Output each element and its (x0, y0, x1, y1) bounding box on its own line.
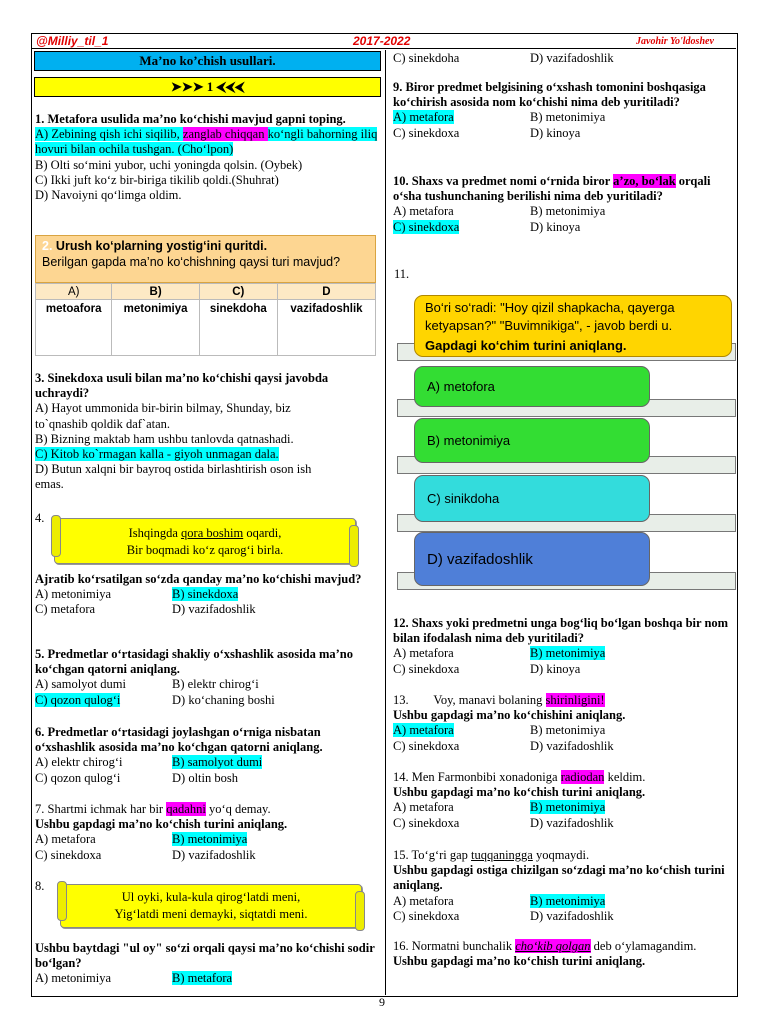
q5-title: 5. Predmetlar o‘rtasidagi shakliy o‘xshashlik asosida ma’no ko‘chgan qatorni aniqlang. (35, 647, 353, 677)
q8-option-b[interactable]: B) metafora (172, 971, 233, 986)
q2-subtitle: Berilgan gapda ma’no ko‘chishning qaysi turi mavjud? (42, 255, 341, 269)
question-8-continued (393, 51, 733, 66)
header-rule (31, 48, 736, 49)
question-15 (393, 848, 733, 924)
q1-option-c[interactable]: C) Ikki juft ko‘z bir-biriga tikilib qoldi.(Shuhrat) (35, 172, 279, 187)
q3-option-d[interactable]: D) Butun xalqni bir bayroq ostida birlashtirish oson ish emas. (35, 462, 312, 492)
q11-question: Gapdagi ko‘chim turini aniqlang. (425, 338, 627, 353)
q8-poem-line-2: Yig‘latdi meni demayki, siqtatdi meni. (114, 907, 308, 921)
q5-option-c[interactable]: C) qozon qulog‘i (35, 692, 121, 707)
q10-option-a[interactable]: A) metafora (393, 204, 454, 219)
question-14 (393, 770, 733, 831)
q11-text: Bo‘ri so‘radi: "Hoy qizil shapkacha, qayerga ketyapsan?" "Buvimnikiga", - javob berdi u. (425, 300, 675, 333)
q4-poem-scroll (54, 518, 356, 564)
q10-title: 10. Shaxs va predmet nomi o‘rnida biror a’zo, bo‘lak orqali o‘sha tushunchaning berilishi nima deb yuritiladi? (393, 174, 711, 204)
q9-option-a[interactable]: A) metafora (393, 110, 454, 125)
q12-option-b[interactable]: B) metonimiya (530, 646, 606, 661)
q8-option-d[interactable]: D) vazifadoshlik (530, 51, 614, 65)
q5-option-d[interactable]: D) ko‘chaning boshi (172, 692, 275, 707)
question-12 (393, 616, 733, 677)
q2-header-d: D (277, 284, 375, 300)
q2-option-a[interactable]: metoaforа (36, 300, 112, 356)
q10-option-b[interactable]: B) metonimiya (530, 204, 606, 219)
q9-option-b[interactable]: B) metonimiya (530, 110, 606, 125)
q8-number: 8. (35, 879, 45, 893)
q1-title: 1. Metafora usulida ma’no ko‘chishi mavjud gapni toping. (35, 112, 346, 126)
q4-poem-line-1: Ishqingda qora boshim oqardi, (128, 526, 282, 540)
question-7 (35, 802, 380, 863)
q2-number: 2. (42, 239, 53, 253)
question-4 (35, 572, 380, 618)
q1-option-d[interactable]: D) Navoiyni qo‘limga oldim. (35, 188, 182, 203)
q6-title: 6. Predmetlar o‘rtasidagi joylashgan o‘rniga nisbatan o‘xshashlik asosida ma’no ko‘chgan qatorni aniqlang. (35, 725, 323, 755)
question-10 (393, 174, 733, 235)
question-5 (35, 647, 380, 708)
q12-option-d[interactable]: D) kinoya (530, 661, 581, 676)
q1-option-b[interactable]: B) Olti so‘mini yubor, uchi yoningda qolsin. (Oybek) (35, 157, 303, 172)
q2-options-table (35, 283, 376, 356)
column-divider (385, 50, 386, 995)
q6-option-d[interactable]: D) oltin bosh (172, 770, 238, 785)
question-3 (35, 371, 380, 493)
q4-poem-line-2: Bir boqmadi ko‘z qarog‘i birla. (126, 543, 284, 557)
q15-title: Ushbu gapdagi ostiga chizilgan so‘zdagi ma’no ko‘chish turini aniqlang. (393, 863, 725, 893)
q2-option-c[interactable]: sinekdoha (199, 300, 277, 356)
q12-option-a[interactable]: A) metafora (393, 646, 454, 661)
q4-option-d[interactable]: D) vazifadoshlik (172, 602, 256, 617)
q7-option-c[interactable]: C) sinekdoxa (35, 847, 102, 862)
q14-title: Ushbu gapdagi ma’no ko‘chish turini aniqlang. (393, 785, 646, 800)
q12-option-c[interactable]: C) sinekdoxa (393, 661, 460, 676)
q7-option-a[interactable]: A) metafora (35, 832, 96, 847)
q10-option-c[interactable]: C) sinekdoxa (393, 219, 460, 234)
page-number: 9 (379, 995, 385, 1009)
question-1 (35, 112, 380, 203)
q3-option-a[interactable]: A) Hayot ummonida bir-birin bilmay, Shunday, biz to`qnashib qoldik daf`atan. (35, 401, 291, 431)
q7-option-d[interactable]: D) vazifadoshlik (172, 847, 256, 862)
q14-sentence: 14. Men Farmonbibi xonadoniga radiodan keldim. (393, 770, 646, 784)
q14-option-d[interactable]: D) vazifadoshlik (530, 815, 614, 830)
question-6 (35, 725, 380, 786)
q16-sentence: 16. Normatni bunchalik cho‘kib qolgan deb o‘ylamagandim. (393, 939, 697, 953)
q4-option-a[interactable]: A) metonimiya (35, 587, 112, 602)
q11-number: 11. (394, 267, 410, 281)
section-title: Ma’no ko’chish usullari. (34, 51, 381, 71)
q11-option-a[interactable]: A) metofora (414, 366, 650, 407)
q2-header-b: B) (112, 284, 199, 300)
q11-option-b[interactable]: B) metonimiya (414, 418, 650, 463)
question-2-box (35, 235, 376, 283)
q5-option-b[interactable]: B) elektr chirog‘i (172, 677, 259, 692)
q13-option-d[interactable]: D) vazifadoshlik (530, 738, 614, 753)
q16-title: Ushbu gapdagi ma’no ko‘chish turini aniqlang. (393, 954, 646, 969)
q13-title: Ushbu gapdagi ma’no ko‘chishini aniqlang. (393, 708, 626, 723)
q12-title: 12. Shaxs yoki predmetni unga bog‘liq bo‘lgan boshqa bir nom bilan ifodalash nima deb yuritiladi? (393, 616, 729, 646)
q2-option-b[interactable]: metonimiya (112, 300, 199, 356)
q7-option-b[interactable]: B) metonimiya (172, 832, 248, 847)
header-right: Javohir Yo'ldoshev (636, 36, 714, 47)
subsection-title: ➤➤➤ 1 ⮜⮜⮜ (34, 77, 381, 97)
q9-title: 9. Biror predmet belgisining o‘xshash tomonini boshqasiga ko‘chirish asosida nom ko‘chishi nima deb yuritiladi? (393, 80, 706, 110)
q15-option-d[interactable]: D) vazifadoshlik (530, 908, 614, 923)
q15-option-c[interactable]: C) sinekdoxa (393, 908, 460, 923)
q2-option-d[interactable]: vazifadoshlik (277, 300, 375, 356)
question-13 (393, 693, 733, 754)
q11-option-c[interactable]: C) sinikdoha (414, 475, 650, 522)
q14-option-b[interactable]: B) metonimiya (530, 800, 606, 815)
q6-option-a[interactable]: A) elektr chirog‘i (35, 755, 123, 770)
q14-option-a[interactable]: A) metafora (393, 800, 454, 815)
q6-option-b[interactable]: B) samolyot dumi (172, 755, 263, 770)
q8-title: Ushbu baytdagi "ul oy" so‘zi orqali qaysi ma’no ko‘chishi sodir bo‘lgan? (35, 941, 375, 971)
q7-sentence: 7. Shartmi ichmak har bir qadahni yo‘q demay. (35, 802, 271, 816)
question-8 (35, 941, 380, 987)
q4-option-c[interactable]: C) metafora (35, 602, 96, 617)
q10-option-d[interactable]: D) kinoya (530, 219, 581, 234)
q3-option-b[interactable]: B) Bizning maktab ham ushbu tanlovda qatnashadi. (35, 431, 294, 446)
q15-option-b[interactable]: B) metonimiya (530, 893, 606, 908)
q9-option-c[interactable]: C) sinekdoxa (393, 125, 460, 140)
q2-title: Urush ko‘plarning yostig‘ini quritdi. (55, 239, 268, 253)
question-9 (393, 80, 733, 141)
q3-option-c[interactable]: C) Kitob ko`rmagan kalla - giyoh unmagan dala. (35, 447, 279, 462)
q13-option-c[interactable]: C) sinekdoxa (393, 738, 460, 753)
q13-option-b[interactable]: B) metonimiya (530, 723, 606, 738)
q9-option-d[interactable]: D) kinoya (530, 125, 581, 140)
q8-poem-line-1: Ul oyki, kula-kula qirog‘latdi meni, (121, 890, 301, 904)
q6-option-c[interactable]: C) qozon qulog‘i (35, 770, 121, 785)
header-center: 2017-2022 (353, 34, 411, 48)
q3-title: 3. Sinekdoxa usuli bilan ma’no ko‘chishi qaysi javobda uchraydi? (35, 371, 329, 401)
q8-option-c[interactable]: C) sinekdoha (393, 51, 460, 65)
q4-option-b[interactable]: B) sinekdoxa (172, 587, 239, 602)
q2-header-a: A) (36, 284, 112, 300)
q4-number: 4. (35, 511, 45, 525)
q15-sentence: 15. To‘g‘ri gap tuqqaningga yoqmaydi. (393, 848, 590, 862)
q8-option-a[interactable]: A) metonimiya (35, 971, 112, 986)
q14-option-c[interactable]: C) sinekdoxa (393, 815, 460, 830)
q11-prompt-box (414, 295, 732, 357)
q1-option-a[interactable]: A) Zebining qish ichi siqilib, zanglab chiqqan ko‘ngli bahorning iliq hovuri bilan ochila tushgan. (Cho‘lpon) (35, 127, 378, 157)
q2-header-c: C) (199, 284, 277, 300)
q8-poem-scroll (60, 884, 362, 928)
q4-title: Ajratib ko‘rsatilgan so‘zda qanday ma’no ko‘chishi mavjud? (35, 572, 362, 586)
header-left: @Milliy_til_1 (36, 34, 109, 48)
q7-title: Ushbu gapdagi ma’no ko‘chish turini aniqlang. (35, 817, 288, 832)
question-16 (393, 939, 733, 969)
q11-option-d[interactable]: D) vazifadoshlik (414, 532, 650, 586)
q5-option-a[interactable]: A) samolyot dumi (35, 677, 126, 692)
q13-option-a[interactable]: A) metafora (393, 723, 454, 738)
q15-option-a[interactable]: A) metafora (393, 893, 454, 908)
q13-sentence: 13. Voy, manavi bolaning shirinligini! (393, 693, 605, 707)
